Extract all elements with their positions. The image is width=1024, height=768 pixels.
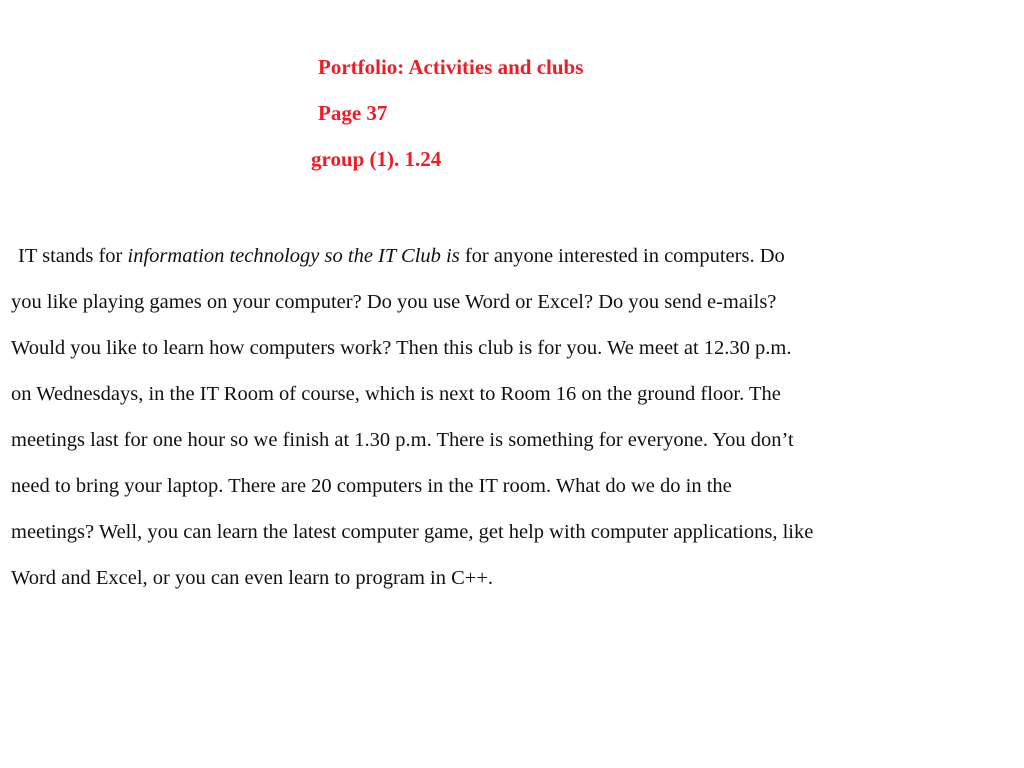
paragraph-line-6: need to bring your laptop. There are 20 computers in the IT room. What do we do in the bbox=[11, 475, 732, 497]
line-1-start: IT stands for bbox=[18, 245, 128, 267]
portfolio-title: Portfolio: Activities and clubs bbox=[318, 55, 584, 79]
paragraph-line-8: Word and Excel, or you can even learn to program in C++. bbox=[11, 567, 494, 589]
paragraph-line-5: meetings last for one hour so we finish at 1.30 p.m. There is something for everyone. You don’t bbox=[11, 429, 794, 451]
paragraph-line-2: you like playing games on your computer? Do you use Word or Excel? Do you send e-mails? bbox=[11, 291, 777, 313]
paragraph-line-7: meetings? Well, you can learn the latest computer game, get help with computer applications, like bbox=[11, 521, 814, 543]
line-1-italic: information technology so the IT Club is bbox=[127, 245, 460, 267]
paragraph-line-4: on Wednesdays, in the IT Room of course, which is next to Room 16 on the ground floor. The bbox=[11, 383, 781, 405]
group-label: group (1). 1.24 bbox=[311, 147, 442, 171]
paragraph-line-1 bbox=[11, 233, 1021, 279]
line-1-end: for anyone interested in computers. Do bbox=[459, 245, 785, 267]
club-description bbox=[11, 233, 1021, 601]
page-number: Page 37 bbox=[318, 101, 388, 125]
paragraph-line-3: Would you like to learn how computers work? Then this club is for you. We meet at 12.30 p.m. bbox=[11, 337, 792, 359]
